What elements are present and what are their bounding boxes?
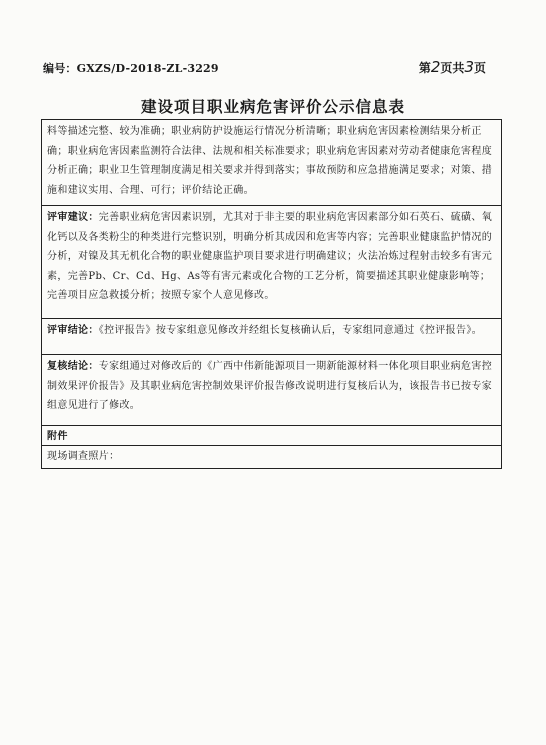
attachment-cell [42, 426, 501, 446]
review-label: 评审建议： [47, 212, 99, 223]
document-header [43, 60, 486, 80]
document-number: 编号：GXZS/D-2018-ZL-3229 [43, 62, 219, 75]
info-table [41, 119, 502, 469]
page-middle: 页共 [440, 61, 465, 75]
conclusion-label: 评审结论： [47, 325, 99, 336]
recheck-label: 复核结论： [47, 361, 99, 372]
review-text: 完善职业病危害因素识别，尤其对于非主要的职业病危害因素部分如石英石、硫磺、氧化钙以及各类粉尘的种类进行完整识别，明确分析其成因和危害等内容；完善职业健康监护情况的分析，对镍及其无机化合物的职业健康监护项目要求进行明确建议；火法冶炼过程射击较多有害元素，完善Pb、Cr、Cd、Hg、As等有害元素或化合物的工艺分析，简要描述其职业健康影响等；完善项目应急救援分析；按照专家个人意见修改。 [47, 212, 493, 301]
page-prefix: 第 [418, 61, 431, 75]
attachment-label: 附件 [47, 431, 68, 442]
recheck-conclusion-cell [42, 355, 501, 426]
page-suffix: 页 [473, 61, 486, 75]
page-indicator [419, 58, 486, 76]
page-total: 3 [464, 58, 474, 76]
photos-cell [42, 446, 501, 468]
recheck-text: 专家组通过对修改后的《广西中伟新能源项目一期新能源材料一体化项目职业病危害控制效果评价报告》及其职业病危害控制效果评价报告修改说明进行复核后认为，该报告书已按专家组意见进行了修改。 [47, 361, 493, 411]
summary-cell [42, 120, 501, 206]
review-conclusion-cell [42, 319, 501, 355]
page-current: 2 [430, 58, 441, 76]
conclusion-text: 《控评报告》按专家组意见修改并经组长复核确认后，专家组同意通过《控评报告》。 [98, 325, 483, 336]
document-title: 建设项目职业病危害评价公示信息表 [140, 97, 405, 116]
photos-label: 现场调查照片： [47, 451, 120, 462]
summary-text: 料等描述完整、较为准确；职业病防护设施运行情况分析清晰；职业病危害因素检测结果分析正确；职业病危害因素监测符合法律、法规和相关标准要求；职业病危害因素对劳动者健康危害程度分析正确；职业卫生管理制度满足相关要求并得到落实；事故预防和应急措施满足要求；对策、措施和建议实用、合理、可行；评价结论正确。 [47, 126, 493, 196]
review-suggestion-cell [42, 206, 501, 319]
